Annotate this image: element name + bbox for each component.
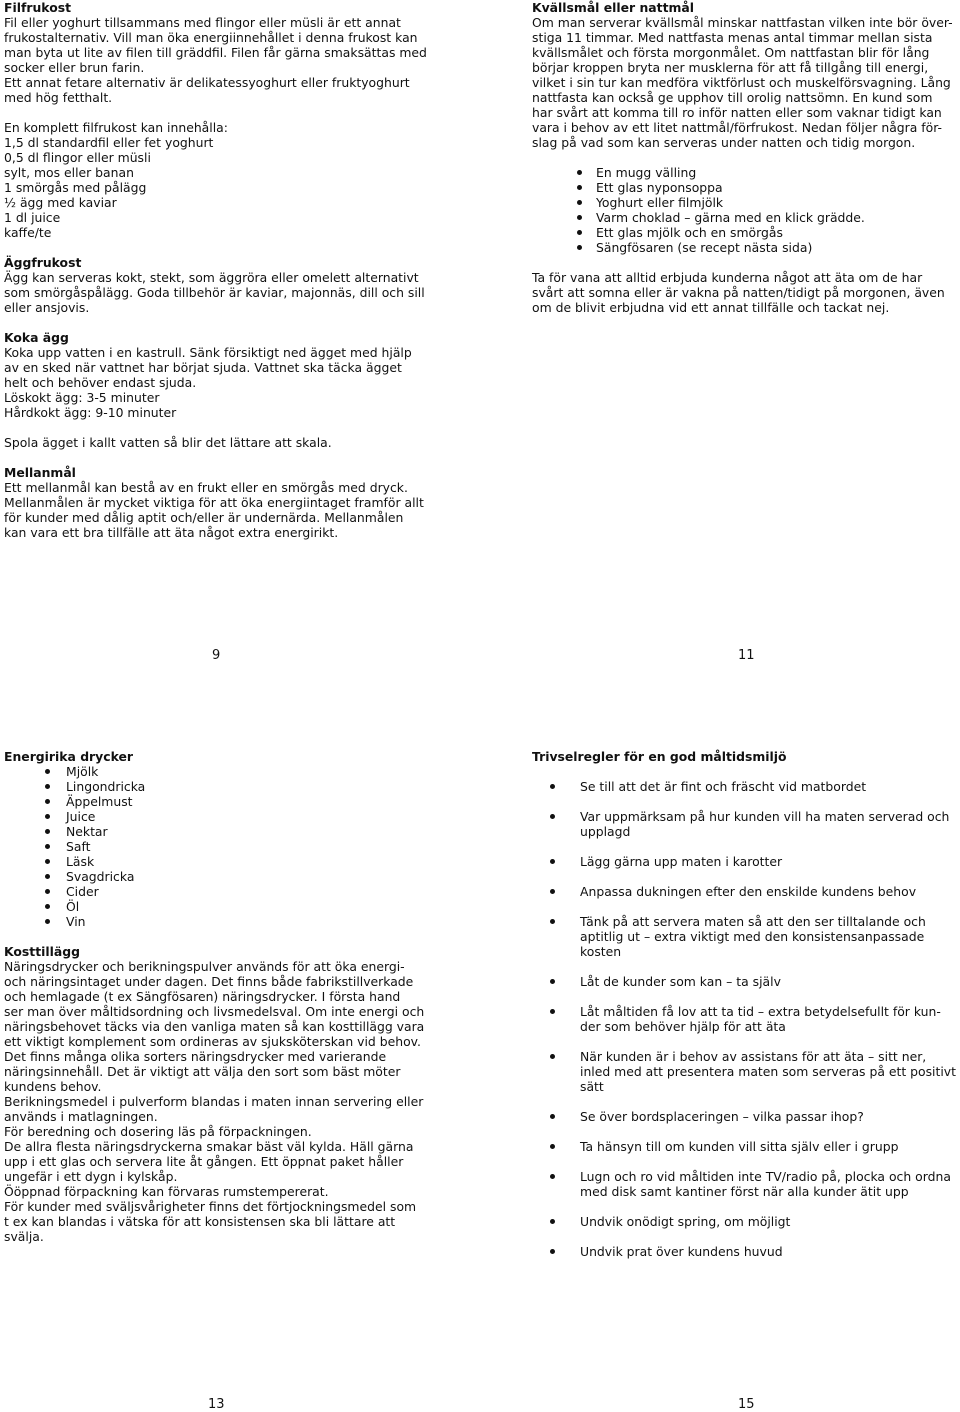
text-line: För kunder med sväljsvårigheter finns det förtjockningsmedel som — [4, 1199, 417, 1214]
text-line: frukostalternativ. Vill man öka energiinnehållet i denna frukost kan — [4, 30, 418, 45]
kosttillagg-text — [4, 959, 454, 1244]
trivselregler-heading: Trivselregler för en god måltidsmiljö — [532, 749, 787, 764]
list-item: Saft — [66, 839, 454, 854]
list-item: Svagdricka — [66, 869, 454, 884]
list-item — [580, 1244, 960, 1259]
page-11-column — [532, 0, 958, 315]
text-line: När kunden är i behov av assistans för att äta – sitt ner, — [580, 1049, 927, 1064]
text-line: inled med att presentera maten som serveras på ett positivt — [580, 1064, 956, 1079]
text-line: kaffe/te — [4, 225, 52, 240]
drycker-list — [4, 764, 454, 929]
text-line: Det finns många olika sorters näringsdrycker med varierande — [4, 1049, 387, 1064]
text-line: som smörgåspålägg. Goda tillbehör är kaviar, majonnäs, dill och sill — [4, 285, 425, 300]
text-line: ½ ägg med kaviar — [4, 195, 117, 210]
list-item: Vin — [66, 914, 454, 929]
kosttillagg-heading: Kosttillägg — [4, 944, 80, 959]
text-line: Låt de kunder som kan – ta själv — [580, 974, 781, 989]
text-line: stiga 11 timmar. Med nattfasta menas antal timmar mellan sista — [532, 30, 933, 45]
trivselregler-list — [532, 779, 960, 1259]
list-item: Sängfösaren (se recept nästa sida) — [596, 240, 958, 255]
text-line: 1 smörgås med pålägg — [4, 180, 147, 195]
text-line: används i matlagningen. — [4, 1109, 158, 1124]
text-line: upp i ett glas och servera lite åt gången. Ett öppnat paket håller — [4, 1154, 404, 1169]
text-line: om de blivit erbjudna vid ett annat tillfälle och tackat nej. — [532, 300, 890, 315]
list-item — [580, 1139, 960, 1154]
text-line: vara i behov av ett litet nattmål/förfrukost. Nedan följer några för- — [532, 120, 943, 135]
text-line: med hög fetthalt. — [4, 90, 113, 105]
text-line: svårt att somna eller är vakna på natten/tidigt på morgonen, även — [532, 285, 945, 300]
text-line: man byta ut lite av filen till gräddfil. Filen får gärna smaksättas med — [4, 45, 427, 60]
list-item: Öl — [66, 899, 454, 914]
kvallsmal-intro — [532, 15, 958, 150]
text-line: har svårt att komma till ro inför natten eller som vaknar tidigt kan — [532, 105, 942, 120]
list-item — [580, 1169, 960, 1199]
kvallsmal-outro — [532, 270, 958, 315]
text-line: Ta hänsyn till om kunden vill sitta själv eller i grupp — [580, 1139, 899, 1154]
list-item — [580, 1049, 960, 1094]
koka-agg-heading: Koka ägg — [4, 330, 69, 345]
aggfrukost-text — [4, 270, 454, 315]
text-line: Tänk på att servera maten så att den ser tilltalande och — [580, 914, 926, 929]
list-item — [580, 1109, 960, 1124]
text-line: börjar kroppen bryta ner musklerna för att få tillgång till energi, — [532, 60, 929, 75]
text-line: och hemlagade (t ex Sängfösaren) näringsdrycker. I första hand — [4, 989, 401, 1004]
text-line: för kunder med dålig aptit och/eller är undernärda. Mellanmålen — [4, 510, 404, 525]
list-item — [580, 914, 960, 959]
text-line: Ööppnad förpackning kan förvaras rumstempererat. — [4, 1184, 329, 1199]
text-line: näringsbehovet täcks via den vanliga maten så kan kosttillägg vara — [4, 1019, 425, 1034]
list-item: Ett glas mjölk och en smörgås — [596, 225, 958, 240]
text-line: Undvik prat över kundens huvud — [580, 1244, 783, 1259]
text-line: Låt måltiden få lov att ta tid – extra betydelsefullt för kun- — [580, 1004, 941, 1019]
kvallsmal-heading: Kvällsmål eller nattmål — [532, 0, 695, 15]
text-line: För beredning och dosering läs på förpackningen. — [4, 1124, 312, 1139]
text-line: näringsinnehåll. Det är viktigt att välja den sort som bäst möter — [4, 1064, 401, 1079]
list-item: Mjölk — [66, 764, 454, 779]
text-line: kvällsmålet och första morgonmålet. Om nattfastan blir för lång — [532, 45, 930, 60]
list-item: En mugg välling — [596, 165, 958, 180]
text-line: svälja. — [4, 1229, 44, 1244]
text-line: aptitlig ut – extra viktigt med den konsistensanpassade — [580, 929, 925, 944]
text-line: Lugn och ro vid måltiden inte TV/radio på, plocka och ordna — [580, 1169, 951, 1184]
text-line: Ta för vana att alltid erbjuda kunderna något att äta om de har — [532, 270, 923, 285]
list-item: Cider — [66, 884, 454, 899]
text-line: Se över bordsplaceringen – vilka passar ihop? — [580, 1109, 864, 1124]
text-line: Om man serverar kvällsmål minskar nattfastan vilken inte bör över- — [532, 15, 953, 30]
text-line: Ett annat fetare alternativ är delikatessyoghurt eller fruktyoghurt — [4, 75, 410, 90]
filfrukost-text — [4, 15, 454, 105]
text-line: Mellanmålen är mycket viktiga för att öka energiintaget framför allt — [4, 495, 424, 510]
text-line: 0,5 dl flingor eller müsli — [4, 150, 151, 165]
text-line: Berikningsmedel i pulverform blandas i maten innan servering eller — [4, 1094, 424, 1109]
page-number-13: 13 — [208, 1397, 225, 1412]
text-line: Undvik onödigt spring, om möjligt — [580, 1214, 791, 1229]
page-number-9: 9 — [212, 648, 221, 663]
aggfrukost-heading: Äggfrukost — [4, 255, 82, 270]
list-item: Läsk — [66, 854, 454, 869]
text-line: helt och behöver endast sjuda. — [4, 375, 197, 390]
text-line: eller ansjovis. — [4, 300, 90, 315]
list-item — [580, 974, 960, 989]
text-line: kan vara ett bra tillfälle att äta något extra energirikt. — [4, 525, 339, 540]
list-item — [580, 884, 960, 899]
list-item — [580, 854, 960, 869]
text-line: av en sked när vattnet har börjat sjuda. Vattnet ska täcka ägget — [4, 360, 402, 375]
text-line: 1 dl juice — [4, 210, 61, 225]
energirika-drycker-heading: Energirika drycker — [4, 749, 134, 764]
list-item: Juice — [66, 809, 454, 824]
text-line: med disk samt kantiner först när alla kunder ätit upp — [580, 1184, 909, 1199]
text-line: Koka upp vatten i en kastrull. Sänk försiktigt ned ägget med hjälp — [4, 345, 412, 360]
list-item: Varm choklad – gärna med en klick grädde. — [596, 210, 958, 225]
text-line: Fil eller yoghurt tillsammans med flingor eller müsli är ett annat — [4, 15, 401, 30]
list-item: Yoghurt eller filmjölk — [596, 195, 958, 210]
list-item: Ett glas nyponsoppa — [596, 180, 958, 195]
text-line: slag på vad som kan serveras under natten och tidig morgon. — [532, 135, 916, 150]
text-line: En komplett filfrukost kan innehålla: — [4, 120, 228, 135]
nattmal-list — [532, 165, 958, 255]
koka-agg-text — [4, 345, 454, 420]
text-line: socker eller brun farin. — [4, 60, 145, 75]
text-line: nattfasta kan också ge upphov till orolig nattsömn. En kund som — [532, 90, 933, 105]
text-line: upplagd — [580, 824, 631, 839]
text-line: kundens behov. — [4, 1079, 102, 1094]
text-line: och näringsintaget under dagen. Det finns både fabrikstillverkade — [4, 974, 414, 989]
text-line: ser man över måltidsordning och livsmedelsval. Om inte energi och — [4, 1004, 425, 1019]
text-line: Ett mellanmål kan bestå av en frukt eller en smörgås med dryck. — [4, 480, 408, 495]
list-item — [580, 1004, 960, 1034]
text-line: Lägg gärna upp maten i karotter — [580, 854, 783, 869]
text-line: ett viktigt komplement som ordineras av sjuksköterskan vid behov. — [4, 1034, 421, 1049]
page-9-column — [4, 0, 454, 540]
text-line: De allra flesta näringsdryckerna smakar bäst väl kylda. Häll gärna — [4, 1139, 414, 1154]
text-line: vilket i sin tur kan medföra viktförlust och muskelförsvagning. Lång — [532, 75, 951, 90]
text-line: Se till att det är fint och fräscht vid matbordet — [580, 779, 867, 794]
text-line: ungefär i ett dygn i kylskåp. — [4, 1169, 178, 1184]
text-line: kosten — [580, 944, 622, 959]
filfrukost-heading: Filfrukost — [4, 0, 71, 15]
text-line: der som behöver hjälp för att äta — [580, 1019, 786, 1034]
page-number-11: 11 — [738, 648, 755, 663]
text-line: t ex kan blandas i vätska för att konsistensen ska bli lättare att — [4, 1214, 396, 1229]
list-item — [580, 1214, 960, 1229]
text-line: Hårdkokt ägg: 9-10 minuter — [4, 405, 177, 420]
list-item: Nektar — [66, 824, 454, 839]
text-line: sätt — [580, 1079, 604, 1094]
text-line: Ägg kan serveras kokt, stekt, som äggröra eller omelett alternativt — [4, 270, 419, 285]
text-line: Löskokt ägg: 3-5 minuter — [4, 390, 160, 405]
list-item — [580, 809, 960, 839]
list-item: Lingondricka — [66, 779, 454, 794]
page-13-column — [4, 749, 454, 1244]
text-line: Anpassa dukningen efter den enskilde kundens behov — [580, 884, 917, 899]
mellanmal-heading: Mellanmål — [4, 465, 76, 480]
text-line: Var uppmärksam på hur kunden vill ha maten serverad och — [580, 809, 950, 824]
komplett-filfrukost-list — [4, 120, 454, 240]
mellanmal-text — [4, 480, 454, 540]
text-line: Näringsdrycker och berikningspulver används för att öka energi- — [4, 959, 405, 974]
page-15-column — [532, 749, 960, 1274]
page-number-15: 15 — [738, 1397, 755, 1412]
list-item — [580, 779, 960, 794]
list-item: Äppelmust — [66, 794, 454, 809]
text-line: 1,5 dl standardfil eller fet yoghurt — [4, 135, 214, 150]
spola-text: Spola ägget i kallt vatten så blir det lättare att skala. — [4, 435, 332, 450]
text-line: sylt, mos eller banan — [4, 165, 134, 180]
